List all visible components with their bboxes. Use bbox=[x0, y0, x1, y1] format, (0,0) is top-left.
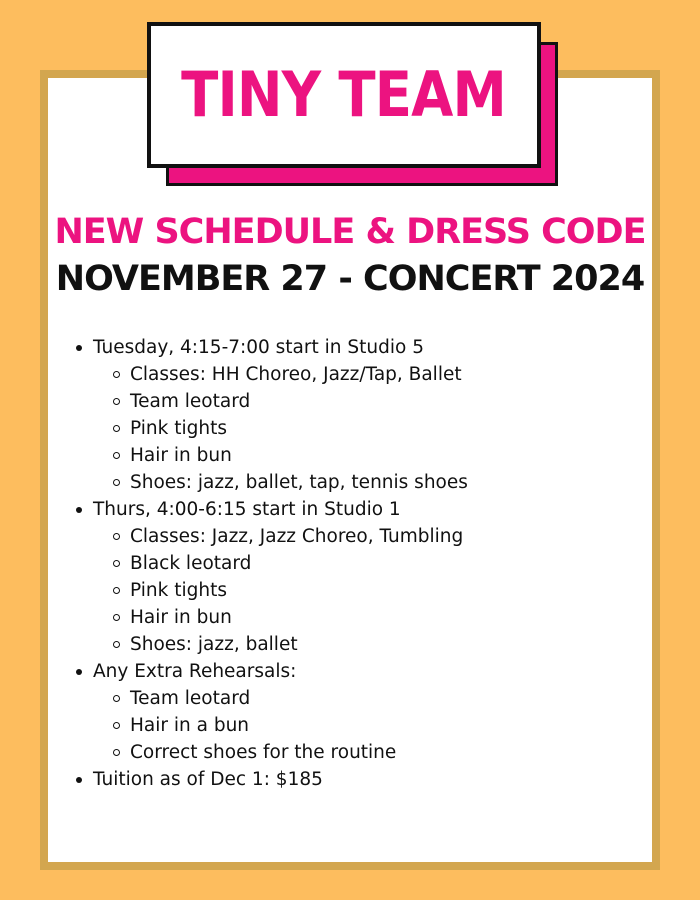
schedule-detail: Classes: HH Choreo, Jazz/Tap, Ballet bbox=[130, 364, 462, 385]
tuition-note: Tuition as of Dec 1: $185 bbox=[93, 769, 323, 790]
schedule-detail: Hair in bun bbox=[130, 445, 232, 466]
list-item bbox=[73, 469, 633, 496]
bullet-circle-icon bbox=[113, 722, 120, 729]
list-item bbox=[73, 523, 633, 550]
page-title: TINY TEAM bbox=[181, 58, 507, 131]
bullet-circle-icon bbox=[113, 533, 120, 540]
bullet-circle-icon bbox=[113, 695, 120, 702]
list-item bbox=[73, 685, 633, 712]
list-item bbox=[73, 739, 633, 766]
list-item bbox=[73, 604, 633, 631]
list-item bbox=[73, 388, 633, 415]
schedule-detail: Team leotard bbox=[130, 391, 251, 412]
schedule-detail: Pink tights bbox=[130, 580, 227, 601]
bullet-circle-icon bbox=[113, 587, 120, 594]
schedule-detail: Hair in a bun bbox=[130, 715, 250, 736]
schedule-day-label: Tuesday, 4:15-7:00 start in Studio 5 bbox=[93, 337, 424, 358]
bullet-circle-icon bbox=[113, 425, 120, 432]
list-item bbox=[73, 334, 633, 361]
bullet-dot-icon bbox=[76, 507, 82, 513]
schedule-detail: Team leotard bbox=[130, 688, 251, 709]
list-item bbox=[73, 496, 633, 523]
bullet-circle-icon bbox=[113, 479, 120, 486]
schedule-list bbox=[73, 334, 633, 793]
list-item bbox=[73, 442, 633, 469]
schedule-heading: NEW SCHEDULE & DRESS CODE bbox=[54, 212, 646, 252]
date-range-heading: NOVEMBER 27 - CONCERT 2024 bbox=[55, 259, 645, 299]
schedule-day-label: Thurs, 4:00-6:15 start in Studio 1 bbox=[93, 499, 401, 520]
bullet-dot-icon bbox=[76, 669, 82, 675]
list-item bbox=[73, 415, 633, 442]
list-item bbox=[73, 712, 633, 739]
bullet-circle-icon bbox=[113, 641, 120, 648]
list-item bbox=[73, 550, 633, 577]
list-item bbox=[73, 631, 633, 658]
bullet-circle-icon bbox=[113, 398, 120, 405]
bullet-circle-icon bbox=[113, 749, 120, 756]
bullet-circle-icon bbox=[113, 614, 120, 621]
schedule-day-label: Any Extra Rehearsals: bbox=[93, 661, 297, 682]
schedule-detail: Correct shoes for the routine bbox=[130, 742, 397, 763]
list-item bbox=[73, 361, 633, 388]
list-item bbox=[73, 577, 633, 604]
title-box bbox=[147, 22, 541, 168]
bullet-circle-icon bbox=[113, 371, 120, 378]
schedule-detail: Black leotard bbox=[130, 553, 252, 574]
schedule-detail: Hair in bun bbox=[130, 607, 232, 628]
list-item bbox=[73, 658, 633, 685]
bullet-dot-icon bbox=[76, 345, 82, 351]
bullet-circle-icon bbox=[113, 452, 120, 459]
bullet-circle-icon bbox=[113, 560, 120, 567]
list-item bbox=[73, 766, 633, 793]
bullet-dot-icon bbox=[76, 777, 82, 783]
schedule-detail: Pink tights bbox=[130, 418, 227, 439]
schedule-detail: Shoes: jazz, ballet, tap, tennis shoes bbox=[130, 472, 468, 493]
schedule-detail: Shoes: jazz, ballet bbox=[130, 634, 298, 655]
schedule-detail: Classes: Jazz, Jazz Choreo, Tumbling bbox=[130, 526, 464, 547]
